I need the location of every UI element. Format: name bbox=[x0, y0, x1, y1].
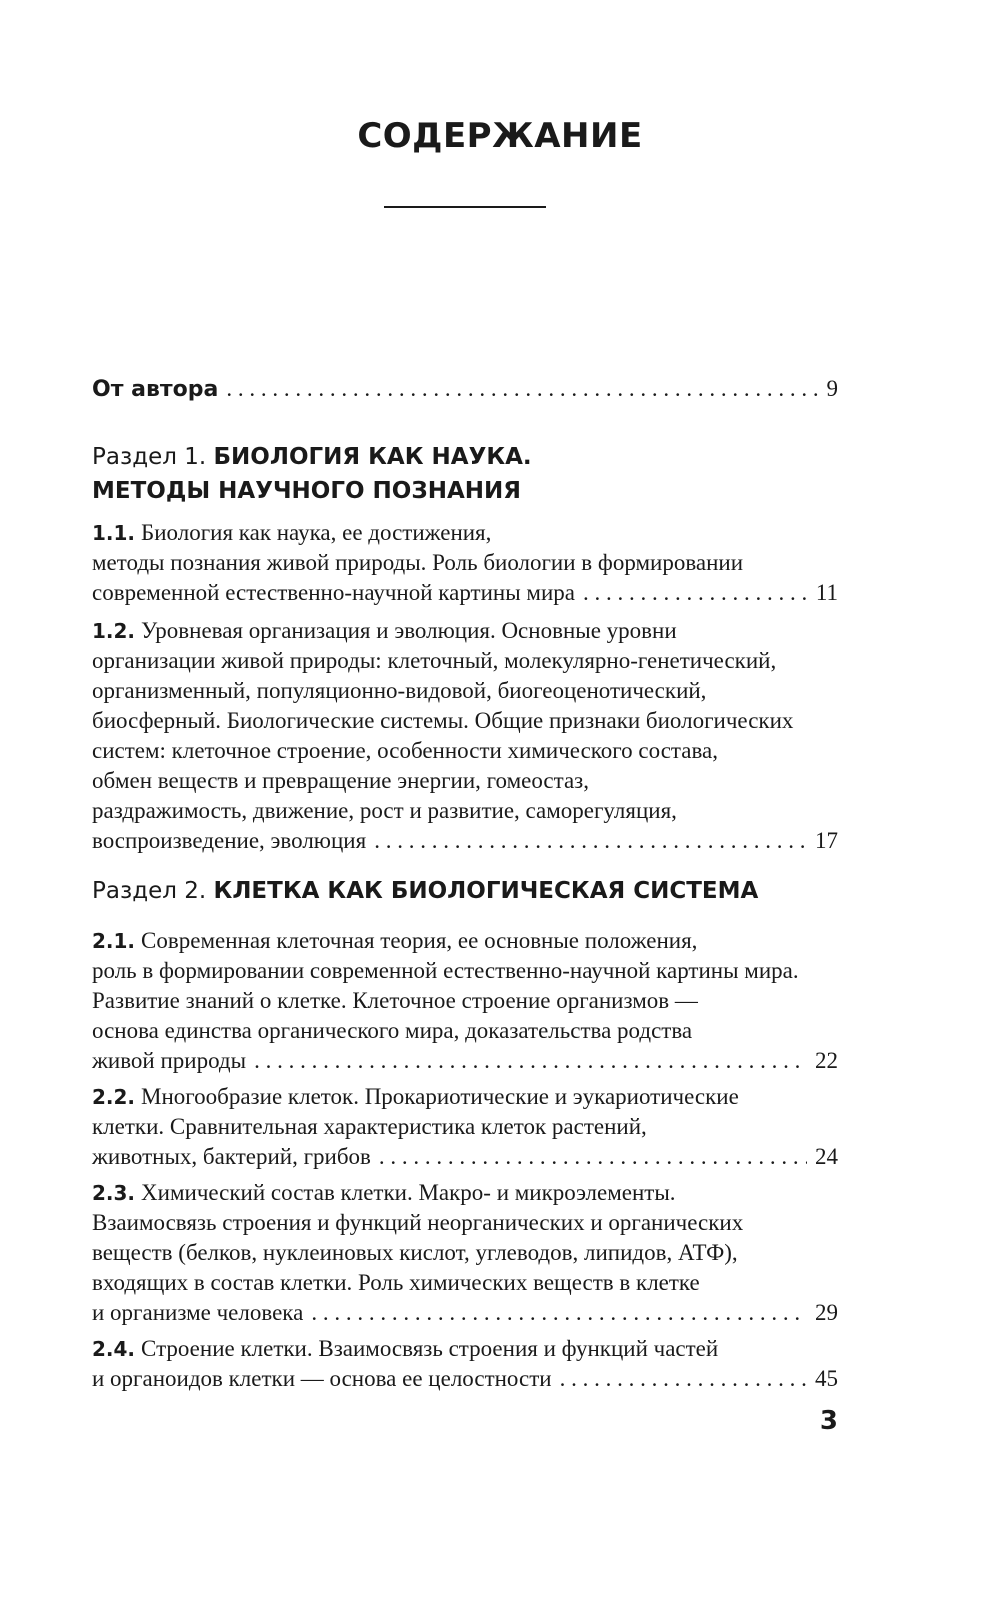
section-1-heading-cont bbox=[92, 474, 838, 508]
entry-number: 2.1. bbox=[92, 929, 136, 953]
entry-text-line: обмен веществ и превращение энергии, гомеостаз, bbox=[92, 768, 590, 793]
entry-text: Уровневая организация и эволюция. Основные уровни bbox=[141, 618, 677, 643]
toc-entry-2-3-last[interactable] bbox=[92, 1298, 838, 1328]
toc-entry-2-1[interactable] bbox=[92, 926, 838, 956]
section-2-heading bbox=[92, 874, 838, 908]
section-1-heading bbox=[92, 440, 838, 474]
entry-text-line: Развитие знаний о клетке. Клеточное строение организмов — bbox=[92, 988, 698, 1013]
entry-text-line: Взаимосвязь строения и функций неорганических и органических bbox=[92, 1210, 744, 1235]
dot-leader bbox=[226, 374, 818, 404]
entry-text-line: организменный, популяционно-видовой, биогеоценотический, bbox=[92, 678, 707, 703]
title-divider bbox=[384, 206, 546, 208]
entry-text-line: биосферный. Биологические системы. Общие признаки биологических bbox=[92, 708, 794, 733]
page-title: СОДЕРЖАНИЕ bbox=[357, 116, 643, 156]
entry-text-line: роль в формировании современной естественно-научной картины мира. bbox=[92, 958, 799, 983]
entry-number: 1.2. bbox=[92, 619, 136, 643]
toc-entry-2-4-last[interactable] bbox=[92, 1364, 838, 1394]
entry-text: современной естественно-научной картины мира bbox=[92, 580, 575, 605]
section-title: МЕТОДЫ НАУЧНОГО ПОЗНАНИЯ bbox=[92, 478, 521, 504]
entry-number: 2.3. bbox=[92, 1181, 136, 1205]
toc-page-number: 9 bbox=[826, 376, 838, 401]
toc-entry-1-1[interactable] bbox=[92, 518, 838, 548]
toc-entry-2-3[interactable] bbox=[92, 1178, 838, 1208]
dot-leader bbox=[254, 1046, 807, 1076]
toc-entry-1-2[interactable] bbox=[92, 616, 838, 646]
page-number: 3 bbox=[819, 1406, 838, 1436]
toc-entry-author[interactable] bbox=[92, 374, 838, 405]
entry-text: Строение клетки. Взаимосвязь строения и функций частей bbox=[141, 1336, 719, 1361]
toc-entry-2-2-last[interactable] bbox=[92, 1142, 838, 1172]
entry-number: 1.1. bbox=[92, 521, 136, 545]
entry-text: Многообразие клеток. Прокариотические и эукариотические bbox=[141, 1084, 739, 1109]
entry-text-line: клетки. Сравнительная характеристика клеток растений, bbox=[92, 1114, 647, 1139]
toc-page-number: 22 bbox=[815, 1048, 838, 1073]
entry-number: 2.4. bbox=[92, 1337, 136, 1361]
toc-page-number: 11 bbox=[815, 580, 838, 605]
section-title: КЛЕТКА КАК БИОЛОГИЧЕСКАЯ СИСТЕМА bbox=[213, 878, 759, 904]
section-label: Раздел 1. bbox=[92, 444, 207, 470]
toc-entry-2-1-last[interactable] bbox=[92, 1046, 838, 1076]
dot-leader bbox=[560, 1364, 807, 1394]
toc-page-number: 24 bbox=[815, 1144, 838, 1169]
section-title: БИОЛОГИЯ КАК НАУКА. bbox=[213, 444, 532, 470]
toc-entry-2-2[interactable] bbox=[92, 1082, 838, 1112]
entry-text: живой природы bbox=[92, 1048, 247, 1073]
toc-page-number: 45 bbox=[815, 1366, 838, 1391]
entry-text: Биология как наука, ее достижения, bbox=[141, 520, 492, 545]
entry-text: и организме человека bbox=[92, 1300, 304, 1325]
dot-leader bbox=[379, 1142, 807, 1172]
toc-entry-2-4[interactable] bbox=[92, 1334, 838, 1364]
entry-text-line: веществ (белков, нуклеиновых кислот, углеводов, липидов, АТФ), bbox=[92, 1240, 738, 1265]
entry-text: Химический состав клетки. Макро- и микроэлементы. bbox=[141, 1180, 676, 1205]
toc-entry-1-2-last[interactable] bbox=[92, 826, 838, 856]
entry-text: Современная клеточная теория, ее основные положения, bbox=[141, 928, 698, 953]
entry-text-line: организации живой природы: клеточный, молекулярно-генетический, bbox=[92, 648, 777, 673]
entry-text-line: методы познания живой природы. Роль биологии в формировании bbox=[92, 550, 744, 575]
dot-leader bbox=[311, 1298, 807, 1328]
entry-text: воспроизведение, эволюция bbox=[92, 828, 367, 853]
toc-entry-label: От автора bbox=[92, 377, 219, 402]
toc-page-number: 29 bbox=[815, 1300, 838, 1325]
entry-text: и органоидов клетки — основа ее целостности bbox=[92, 1366, 552, 1391]
dot-leader bbox=[374, 826, 807, 856]
section-label: Раздел 2. bbox=[92, 878, 207, 904]
entry-text-line: входящих в состав клетки. Роль химических веществ в клетке bbox=[92, 1270, 700, 1295]
entry-text-line: раздражимость, движение, рост и развитие, саморегуляция, bbox=[92, 798, 677, 823]
entry-text-line: основа единства органического мира, доказательства родства bbox=[92, 1018, 693, 1043]
dot-leader bbox=[583, 578, 808, 608]
entry-text-line: систем: клеточное строение, особенности химического состава, bbox=[92, 738, 718, 763]
toc-entry-1-1-last[interactable] bbox=[92, 578, 838, 608]
entry-number: 2.2. bbox=[92, 1085, 136, 1109]
entry-text: животных, бактерий, грибов bbox=[92, 1144, 371, 1169]
toc-page-number: 17 bbox=[815, 828, 838, 853]
